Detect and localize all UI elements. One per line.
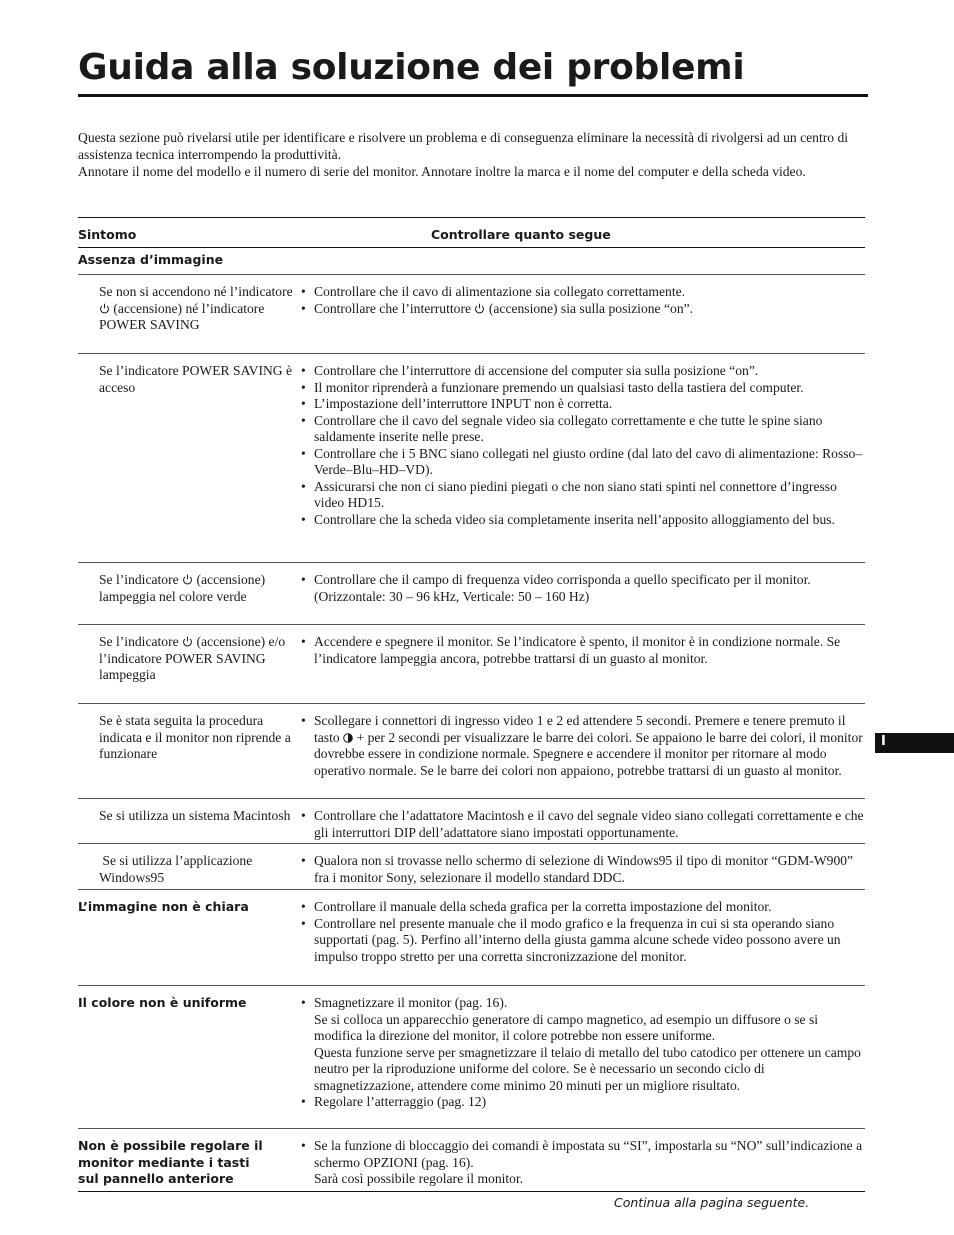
list-item: [300, 995, 865, 1094]
item-text: + per 2 secondi per visualizzare le barre dei colori. Se appaiono le barre dei colori, il monitor dovrebbe essere in condizione normale. Spegnere e accendere il monitor per ritornare al modo operativo normale. Se le barre dei colori non appaiono, potrebbe trattarsi di un guasto al monitor.: [314, 729, 863, 778]
symptom-cell: [78, 354, 300, 562]
item-text: Controllare che il campo di frequenza video corrisponda a quello specificato per il monitor.: [314, 572, 811, 587]
symptom-text: Non è possibile regolare il monitor mediante i tasti sul pannello anteriore: [78, 1138, 263, 1186]
symptom-text: Il colore non è uniforme: [78, 995, 247, 1010]
symptom-text: L’immagine non è chiara: [78, 899, 249, 914]
symptom-cell: [78, 890, 300, 985]
section-heading: [78, 248, 865, 275]
item-text: (Orizzontale: 30 – 96 kHz, Verticale: 50 – 160 Hz): [314, 588, 590, 604]
table-header: [78, 218, 865, 248]
header-check: Controllare quanto segue: [431, 227, 611, 242]
list-item: [300, 572, 865, 605]
power-icon: [182, 574, 193, 585]
item-text: Se si colloca un apparecchio generatore di campo magnetico, ad esempio un diffusore o se si modifica la direzione del monitor, il colore potrebbe non essere uniforme.: [314, 1011, 819, 1043]
list-item: • Assicurarsi che non ci siano piedini piegati o che non siano stati spinti nel connettore d’ingresso video HD15.: [300, 479, 865, 512]
list-item: • Controllare che il cavo di alimentazione sia collegato correttamente.: [300, 284, 865, 301]
check-cell: [300, 625, 865, 703]
check-cell: [300, 986, 865, 1128]
symptom-cell: [78, 275, 300, 353]
list-item: • Controllare che la scheda video sia completamente inserita nell’apposito alloggiamento del bus.: [300, 512, 865, 529]
list-item: [300, 301, 865, 318]
symptom-text: Se l’indicatore: [99, 634, 179, 649]
check-cell: [300, 799, 865, 843]
symptom-text: Se l’indicatore: [99, 572, 179, 587]
table-row: [78, 986, 865, 1129]
list-item: • Controllare il manuale della scheda grafica per la corretta impostazione del monitor.: [300, 899, 865, 916]
continue-note: Continua alla pagina seguente.: [614, 1195, 810, 1210]
table-row: [78, 1129, 865, 1192]
symptom-cell: [78, 1129, 268, 1191]
check-cell: [300, 275, 865, 353]
symptom-text: Se l’indicatore POWER SAVING è acceso: [99, 363, 293, 395]
symptom-text: Se non si accendono né l’indicatore: [99, 284, 293, 299]
contrast-icon: [343, 733, 353, 743]
check-cell: [300, 354, 865, 562]
page-title: Guida alla soluzione dei problemi: [78, 47, 745, 88]
power-icon: [182, 636, 193, 647]
table-row: [78, 844, 865, 890]
power-icon: [474, 303, 485, 314]
symptom-cell: [78, 625, 300, 703]
list-item: • Accendere e spegnere il monitor. Se l’indicatore è spento, il monitor è in condizione normale. Se l’indicatore lampeggia ancora, potrebbe trattarsi di un guasto al monitor.: [300, 634, 865, 667]
table-row: [78, 275, 865, 354]
item-text: Controllare che l’interruttore: [314, 300, 472, 316]
item-text: Questa funzione serve per smagnetizzare il telaio di metallo del tubo catodico per ottenere un campo neutro per la riproduzione uniforme del colore. Se è necessario un secondo ciclo di smagnetizzazione, attendere come minimo 20 minuti per un migliore risultato.: [314, 1044, 861, 1093]
list-item: • Controllare che il cavo del segnale video sia collegato correttamente e che tutte le spine siano saldamente inserite nelle prese.: [300, 413, 865, 446]
symptom-text: Se si utilizza un sistema Macintosh: [99, 808, 291, 823]
section-title: Assenza d’immagine: [78, 252, 224, 267]
check-cell: [300, 890, 865, 985]
table-row: [78, 799, 865, 844]
power-icon: [99, 303, 110, 314]
item-text: (accensione) sia sulla posizione “on”.: [488, 300, 694, 316]
symptom-text: Se si utilizza l’applicazione Windows95: [99, 853, 256, 885]
title-rule: [78, 94, 868, 97]
intro-paragraph: Questa sezione può rivelarsi utile per identificare e risolvere un problema e di conseguenza eliminare la necessità di rivolgersi ad un centro di assistenza tecnica interrompendo la produttività.: [78, 130, 849, 162]
table-row: [78, 354, 865, 563]
section-tab-letter: I: [881, 734, 886, 749]
list-item: • Regolare l’atterraggio (pag. 12): [300, 1094, 865, 1111]
symptom-cell: [78, 563, 300, 624]
section-tab-marker: [875, 733, 954, 753]
table-row: [78, 563, 865, 625]
item-text: Smagnetizzare il monitor (pag. 16).: [314, 995, 508, 1010]
symptom-text: (accensione) lampeggia nel colore verde: [99, 572, 266, 604]
symptom-cell: [78, 844, 300, 889]
list-item: [300, 1138, 865, 1188]
table-row: [78, 625, 865, 704]
check-cell: [268, 1129, 865, 1191]
table-row: [78, 704, 865, 799]
header-symptom: Sintomo: [78, 227, 137, 242]
symptom-cell: [78, 799, 300, 843]
check-cell: [300, 563, 865, 624]
list-item: • Qualora non si trovasse nello schermo di selezione di Windows95 il tipo di monitor “GDM-W900” fra i monitor Sony, selezionare il modello standard DDC.: [300, 853, 865, 886]
list-item: • L’impostazione dell’interruttore INPUT non è corretta.: [300, 396, 865, 413]
symptom-cell: [78, 704, 300, 798]
table-row: [78, 890, 865, 986]
symptom-text: (accensione) e/o l’indicatore POWER SAVING lampeggia: [99, 634, 286, 682]
list-item: [300, 713, 865, 779]
item-text: Sarà così possibile regolare il monitor.: [314, 1171, 524, 1186]
troubleshooting-table: [78, 217, 865, 1192]
item-text: Scollegare i connettori di ingresso video 1 e 2 ed attendere 5 secondi. Premere e tenere premuto il tasto: [314, 713, 846, 745]
list-item: • Controllare che i 5 BNC siano collegati nel giusto ordine (dal lato del cavo di alimentazione: Rosso–Verde–Blu–HD–VD).: [300, 446, 865, 479]
symptom-text: (accensione) né l’indicatore POWER SAVING: [99, 300, 265, 332]
list-item: • Controllare che l’adattatore Macintosh e il cavo del segnale video siano collegati correttamente e che gli interruttori DIP dell’adattatore siano impostati opportunamente.: [300, 808, 865, 841]
check-cell: [300, 704, 865, 798]
list-item: • Controllare che l’interruttore di accensione del computer sia sulla posizione “on”.: [300, 363, 865, 380]
check-cell: [300, 844, 865, 889]
symptom-cell: [78, 986, 300, 1128]
intro: [78, 129, 868, 180]
item-text: Se la funzione di bloccaggio dei comandi è impostata su “SI”, impostarla su “NO” sull’indicazione a schermo OPZIONI (pag. 16).: [314, 1138, 863, 1170]
intro-paragraph: Annotare il nome del modello e il numero di serie del monitor. Annotare inoltre la marca e il nome del computer e della scheda video.: [78, 164, 806, 179]
symptom-text: Se è stata seguita la procedura indicata e il monitor non riprende a funzionare: [99, 713, 291, 761]
list-item: • Controllare nel presente manuale che il modo grafico e la frequenza in cui si sta operando siano supportati (pag. 5). Perfino all’interno della giusta gamma alcune schede video possono avere un impulso troppo stretto per una corretta sincronizzazione del monitor.: [300, 916, 865, 966]
list-item: • Il monitor riprenderà a funzionare premendo un qualsiasi tasto della tastiera del computer.: [300, 380, 865, 397]
